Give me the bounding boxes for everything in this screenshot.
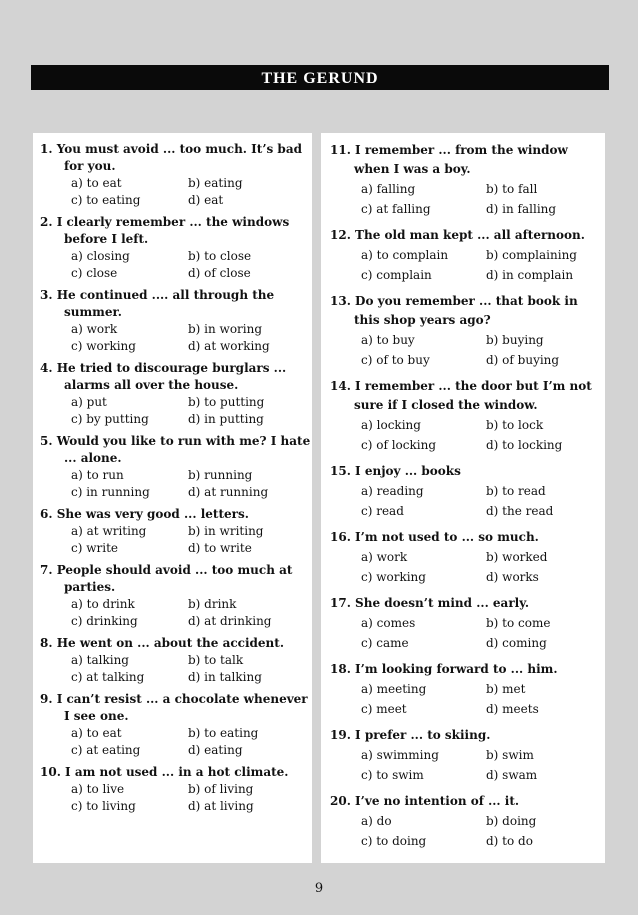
option-a[interactable]: a) work [361,550,408,564]
question-19 [330,726,605,785]
option-d[interactable]: d) works [486,570,539,584]
option-b[interactable]: b) in writing [188,524,264,538]
option-b[interactable]: b) running [188,468,253,482]
option-d[interactable]: d) at drinking [188,614,272,628]
question-stem: 14. I remember ... the door but I’m not sure if I closed the window. [330,379,592,412]
answer-options [330,415,605,455]
question-8 [40,635,312,686]
option-d[interactable]: d) to do [486,834,533,848]
option-a[interactable]: a) to complain [361,248,449,262]
option-b[interactable]: b) to fall [486,182,538,196]
option-b[interactable]: b) in woring [188,322,263,336]
option-b[interactable]: b) complaining [486,248,577,262]
question-stem: 15. I enjoy ... books [330,464,461,478]
answer-options [40,781,312,815]
question-17 [330,594,605,653]
option-c[interactable]: c) of locking [361,438,436,452]
option-a[interactable]: a) at writing [71,524,147,538]
question-15 [330,462,605,521]
option-c[interactable]: c) at falling [361,202,431,216]
answer-options [40,248,312,282]
option-d[interactable]: d) in complain [486,268,574,282]
option-d[interactable]: d) eating [188,743,243,757]
option-b[interactable]: b) to lock [486,418,544,432]
option-a[interactable]: a) reading [361,484,424,498]
question-11 [330,141,605,219]
option-d[interactable]: d) of close [188,266,251,280]
option-d[interactable]: d) in talking [188,670,262,684]
option-c[interactable]: c) write [71,541,118,555]
answer-options [330,745,605,785]
question-stem: 6. She was very good ... letters. [40,507,249,521]
question-stem: 18. I’m looking forward to ... him. [330,662,558,676]
option-c[interactable]: c) to living [71,799,136,813]
option-c[interactable]: c) working [361,570,426,584]
option-b[interactable]: b) to read [486,484,546,498]
option-c[interactable]: c) drinking [71,614,138,628]
answer-options [330,613,605,653]
question-stem: 13. Do you remember ... that book in this shop years ago? [330,294,578,327]
question-stem: 1. You must avoid ... too much. It’s bad for you. [40,142,302,173]
question-stem: 8. He went on ... about the accident. [40,636,284,650]
answer-options [40,596,312,630]
question-stem: 16. I’m not used to ... so much. [330,530,539,544]
answer-options [40,725,312,759]
question-5 [40,433,312,501]
question-7 [40,562,312,630]
answer-options [330,547,605,587]
question-stem: 3. He continued .... all through the summer. [40,288,275,319]
option-a[interactable]: a) falling [361,182,416,196]
question-stem: 5. Would you like to run with me? I hate ... alone. [40,434,311,465]
question-16 [330,528,605,587]
question-1 [40,141,312,209]
answer-options [330,481,605,521]
answer-options [330,679,605,719]
option-d[interactable]: d) to write [188,541,252,555]
option-b[interactable]: b) to eating [188,726,259,740]
answer-options [40,467,312,501]
option-d[interactable]: d) the read [486,504,554,518]
option-a[interactable]: a) swimming [361,748,439,762]
question-stem: 9. I can’t resist ... a chocolate whenever I see one. [40,692,308,723]
option-a[interactable]: a) meeting [361,682,427,696]
option-b[interactable]: b) to come [486,616,551,630]
option-d[interactable]: d) coming [486,636,547,650]
option-d[interactable]: d) of buying [486,353,560,367]
option-c[interactable]: c) complain [361,268,432,282]
option-d[interactable]: d) to locking [486,438,563,452]
option-b[interactable]: b) worked [486,550,548,564]
option-c[interactable]: c) came [361,636,409,650]
option-a[interactable]: a) to eat [71,726,122,740]
question-stem: 17. She doesn’t mind ... early. [330,596,529,610]
option-a[interactable]: a) locking [361,418,421,432]
option-d[interactable]: d) swam [486,768,538,782]
option-b[interactable]: b) drink [188,597,237,611]
question-12 [330,226,605,285]
option-b[interactable]: b) eating [188,176,243,190]
option-d[interactable]: d) in falling [486,202,557,216]
option-a[interactable]: a) to live [71,782,125,796]
answer-options [330,330,605,370]
question-stem: 20. I’ve no intention of ... it. [330,794,520,808]
option-a[interactable]: a) to run [71,468,124,482]
option-b[interactable]: b) to putting [188,395,265,409]
option-a[interactable]: a) comes [361,616,416,630]
option-d[interactable]: d) at running [188,485,269,499]
answer-options [330,245,605,285]
option-a[interactable]: a) to buy [361,333,415,347]
option-b[interactable]: b) to talk [188,653,244,667]
answer-options [40,175,312,209]
option-c[interactable]: c) to swim [361,768,424,782]
question-14 [330,377,605,455]
option-a[interactable]: a) do [361,814,392,828]
question-stem: 7. People should avoid ... too much at parties. [40,563,293,594]
option-c[interactable]: c) by putting [71,412,149,426]
option-a[interactable]: a) work [71,322,118,336]
question-stem: 12. The old man kept ... all afternoon. [330,228,585,242]
page-title: THE GERUND [31,65,609,90]
answer-options [40,652,312,686]
question-10 [40,764,312,815]
option-b[interactable]: b) of living [188,782,254,796]
option-d[interactable]: d) at living [188,799,254,813]
option-c[interactable]: c) at talking [71,670,145,684]
question-13 [330,292,605,370]
option-a[interactable]: a) to eat [71,176,122,190]
option-b[interactable]: b) doing [486,814,537,828]
question-9 [40,691,312,759]
option-c[interactable]: c) working [71,339,136,353]
question-3 [40,287,312,355]
option-b[interactable]: b) buying [486,333,544,347]
question-6 [40,506,312,557]
option-b[interactable]: b) to close [188,249,252,263]
answer-options [40,394,312,428]
option-a[interactable]: a) to drink [71,597,135,611]
answer-options [330,179,605,219]
question-stem: 11. I remember ... from the window when I was a boy. [330,143,568,176]
question-20 [330,792,605,851]
question-2 [40,214,312,282]
option-c[interactable]: c) to eating [71,193,141,207]
answer-options [40,321,312,355]
option-c[interactable]: c) in running [71,485,150,499]
option-a[interactable]: a) closing [71,249,130,263]
option-d[interactable]: d) eat [188,193,224,207]
option-a[interactable]: a) put [71,395,107,409]
answer-options [330,811,605,851]
option-c[interactable]: c) to doing [361,834,427,848]
answer-options [40,523,312,557]
question-stem: 2. I clearly remember ... the windows before I left. [40,215,290,246]
question-stem: 4. He tried to discourage burglars ... alarms all over the house. [40,361,287,392]
right-question-column [321,133,605,863]
question-stem: 10. I am not used ... in a hot climate. [40,765,289,779]
option-c[interactable]: c) at eating [71,743,141,757]
option-a[interactable]: a) talking [71,653,129,667]
question-18 [330,660,605,719]
option-c[interactable]: c) close [71,266,118,280]
option-d[interactable]: d) in putting [188,412,264,426]
left-question-column [33,133,312,863]
question-4 [40,360,312,428]
question-stem: 19. I prefer ... to skiing. [330,728,491,742]
option-c[interactable]: c) read [361,504,404,518]
option-c[interactable]: c) meet [361,702,407,716]
page-number: 9 [314,881,324,896]
option-b[interactable]: b) met [486,682,526,696]
option-d[interactable]: d) at working [188,339,270,353]
option-b[interactable]: b) swim [486,748,534,762]
option-d[interactable]: d) meets [486,702,539,716]
option-c[interactable]: c) of to buy [361,353,430,367]
